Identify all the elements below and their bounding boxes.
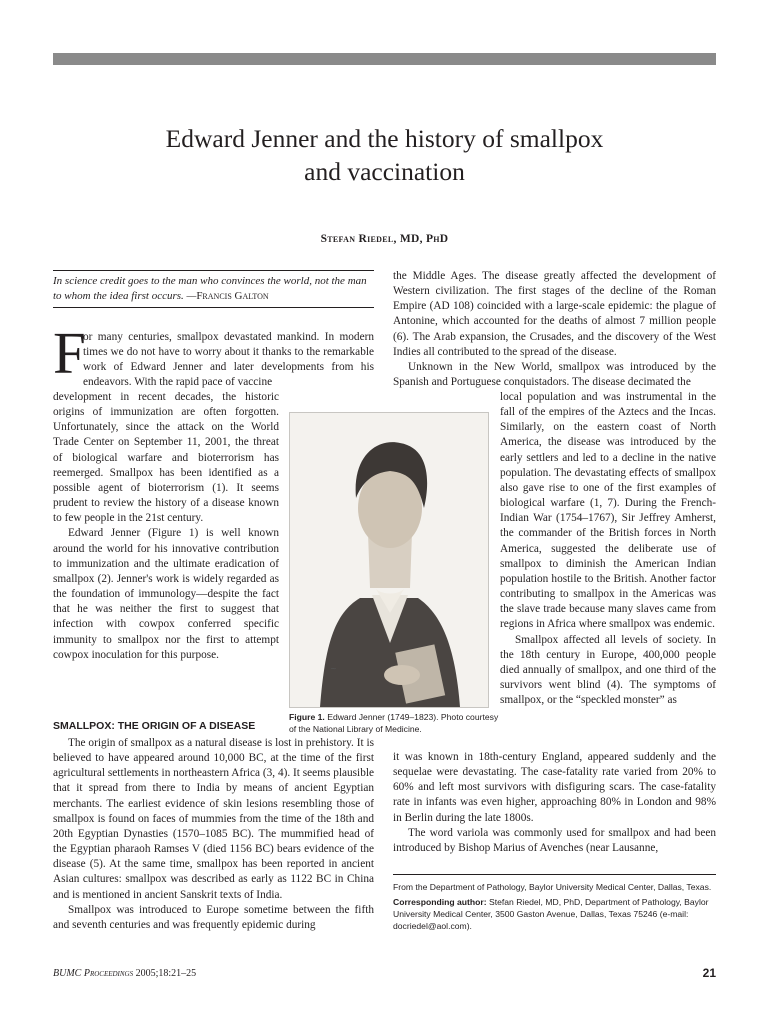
epigraph-text: In science credit goes to the man who convinces the world, not the man to whom the idea first occurs. —: [53, 275, 367, 302]
new-world-paragraph-start: Unknown in the New World, smallpox was introduced by the Spanish and Portuguese conquistadors. The disease decimated the: [393, 360, 716, 389]
footnote-rule: [393, 874, 716, 875]
figure-caption: [289, 711, 499, 735]
right-column-top: [393, 269, 716, 390]
drop-cap: F: [53, 320, 86, 386]
left-column-lower: [53, 736, 374, 933]
left-column-narrow: [53, 390, 279, 663]
right-column-lower: [393, 750, 716, 856]
footnote-department: From the Department of Pathology, Baylor University Medical Center, Dallas, Texas.: [393, 882, 712, 892]
intro-text: or many centuries, smallpox devastated mankind. In modern times we do not have to worry about it thanks to the remarkable work of Edward Jenner and later developments from his endeavors. With the rapid pace of vaccine: [83, 331, 374, 389]
article-title: [53, 122, 716, 188]
section-heading: SMALLPOX: THE ORIGIN OF A DISEASE: [53, 720, 256, 732]
figure-caption-text: Edward Jenner (1749–1823). Photo courtesy of the National Library of Medicine.: [289, 712, 499, 734]
epigraph-rule-bottom: [53, 307, 374, 308]
title-line-2: and vaccination: [304, 157, 465, 186]
title-line-1: Edward Jenner and the history of smallpox: [165, 124, 604, 153]
society-paragraph-rest: it was known in 18th-century England, appeared suddenly and the sequelae were devastating. The case-fatality rate varied from 20% to 60% and left most survivors with disfiguring scars. The case-fatality rate in infants was even higher, approaching 80% in London and 98% in Berlin during the late 1800s.: [393, 751, 716, 824]
citation-text: 2005;18:21–25: [133, 968, 197, 979]
epigraph-attribution: Francis Galton: [196, 290, 269, 302]
epigraph-rule-top: [53, 270, 374, 271]
corresponding-text: Stefan Riedel, MD, PhD, Department of Pathology, Baylor University Medical Center, 3500 Gaston Avenue, Dallas, Texas 75246 (e-mail: docriedel@aol.com).: [393, 897, 709, 931]
journal-citation: [53, 968, 196, 979]
footnote-corresponding: [393, 896, 716, 932]
variola-paragraph: The word variola was commonly used for smallpox and had been introduced by Bishop Marius of Avenches (near Lausanne,: [393, 826, 716, 854]
header-bar: [53, 53, 716, 65]
jenner-paragraph: Edward Jenner (Figure 1) is well known around the world for his innovative contribution to immunization and the ultimate eradication of smallpox (2). Jenner's work is widely regarded as the foundation of immunology—despite the fact that he was neither the first to suggest that infection with cowpox conferred specific immunity to smallpox nor the first to attempt cowpox inoculation for this purpose.: [53, 527, 279, 661]
europe-paragraph: Smallpox was introduced to Europe sometime between the fifth and seventh centuries and was frequently epidemic during: [53, 903, 374, 931]
page-number: 21: [702, 966, 716, 980]
society-paragraph-start: Smallpox affected all levels of society. In the 18th century in Europe, 400,000 people died annually of smallpox, and one third of the survivors went blind (4). The symptoms of smallpox, or the “speckled monster” as: [500, 633, 716, 707]
corresponding-label: Corresponding author:: [393, 897, 487, 907]
new-world-paragraph-rest: local population and was instrumental in the fall of the empires of the Aztecs and the Incas. Similarly, on the eastern coast of North America, the disease was introduced by the early settlers and led to a decline in the native population. The devastating effects of smallpox also gave rise to one of the first examples of biological warfare (1, 7). During the French-Indian War (1754–1767), Sir Jeffrey Amherst, the commander of the British forces in North America, suggested the deliberate use of smallpox to diminish the American Indian population hostile to the British. Another factor contributing to smallpox in the Americas was the slave trade because many slaves came from regions in Africa where smallpox was endemic.: [500, 391, 716, 631]
journal-name: BUMC Proceedings: [53, 968, 134, 979]
figure-label: Figure 1.: [289, 712, 325, 722]
portrait-illustration: [290, 413, 488, 707]
svg-text:~: ~: [330, 664, 337, 673]
intro-paragraph-wide: [53, 320, 374, 391]
intro-continued: development in recent decades, the historic origins of immunization are often forgotten. Unfortunately, since the attack on the World Trade Center on September 11, 2001, the threat of biological warfare and bioterrorism has reemerged. Smallpox has been identified as a possible agent of bioterrorism (1). It seems prudent to review the history of a disease known to few people in the 21st century.: [53, 391, 279, 525]
right-column-narrow: [500, 390, 716, 708]
author-byline: Stefan Riedel, MD, PhD: [320, 233, 449, 245]
figure-portrait: [289, 412, 489, 708]
epigraph: [53, 274, 374, 304]
footnote: [393, 881, 716, 935]
middle-ages-paragraph: the Middle Ages. The disease greatly affected the development of Western civilization. The first stages of the decline of the Roman Empire (AD 108) coincided with a large-scale epidemic: the plague of Antonine, which accounted for the deaths of almost 7 million people (6). The Arab expansion, the Crusades, and the discovery of the West Indies all contributed to the spread of the disease.: [393, 270, 716, 358]
origin-paragraph: The origin of smallpox as a natural disease is lost in prehistory. It is believed to have appeared around 10,000 BC, at the time of the first agricultural settlements in northeastern Africa (3, 4). It seems plausible that it spread from there to India by means of ancient Egyptian merchants. The earliest evidence of skin lesions resembling those of smallpox is found on faces of mummies from the time of the 18th and 20th Egyptian Dynasties (1570–1085 BC). The mummified head of the Egyptian pharaoh Ramses V (died 1156 BC) bears evidence of the disease (5). At the same time, smallpox has been reported in ancient Asian cultures: smallpox was described as early as 1122 BC in China and is mentioned in ancient Sanskrit texts of India.: [53, 737, 374, 901]
